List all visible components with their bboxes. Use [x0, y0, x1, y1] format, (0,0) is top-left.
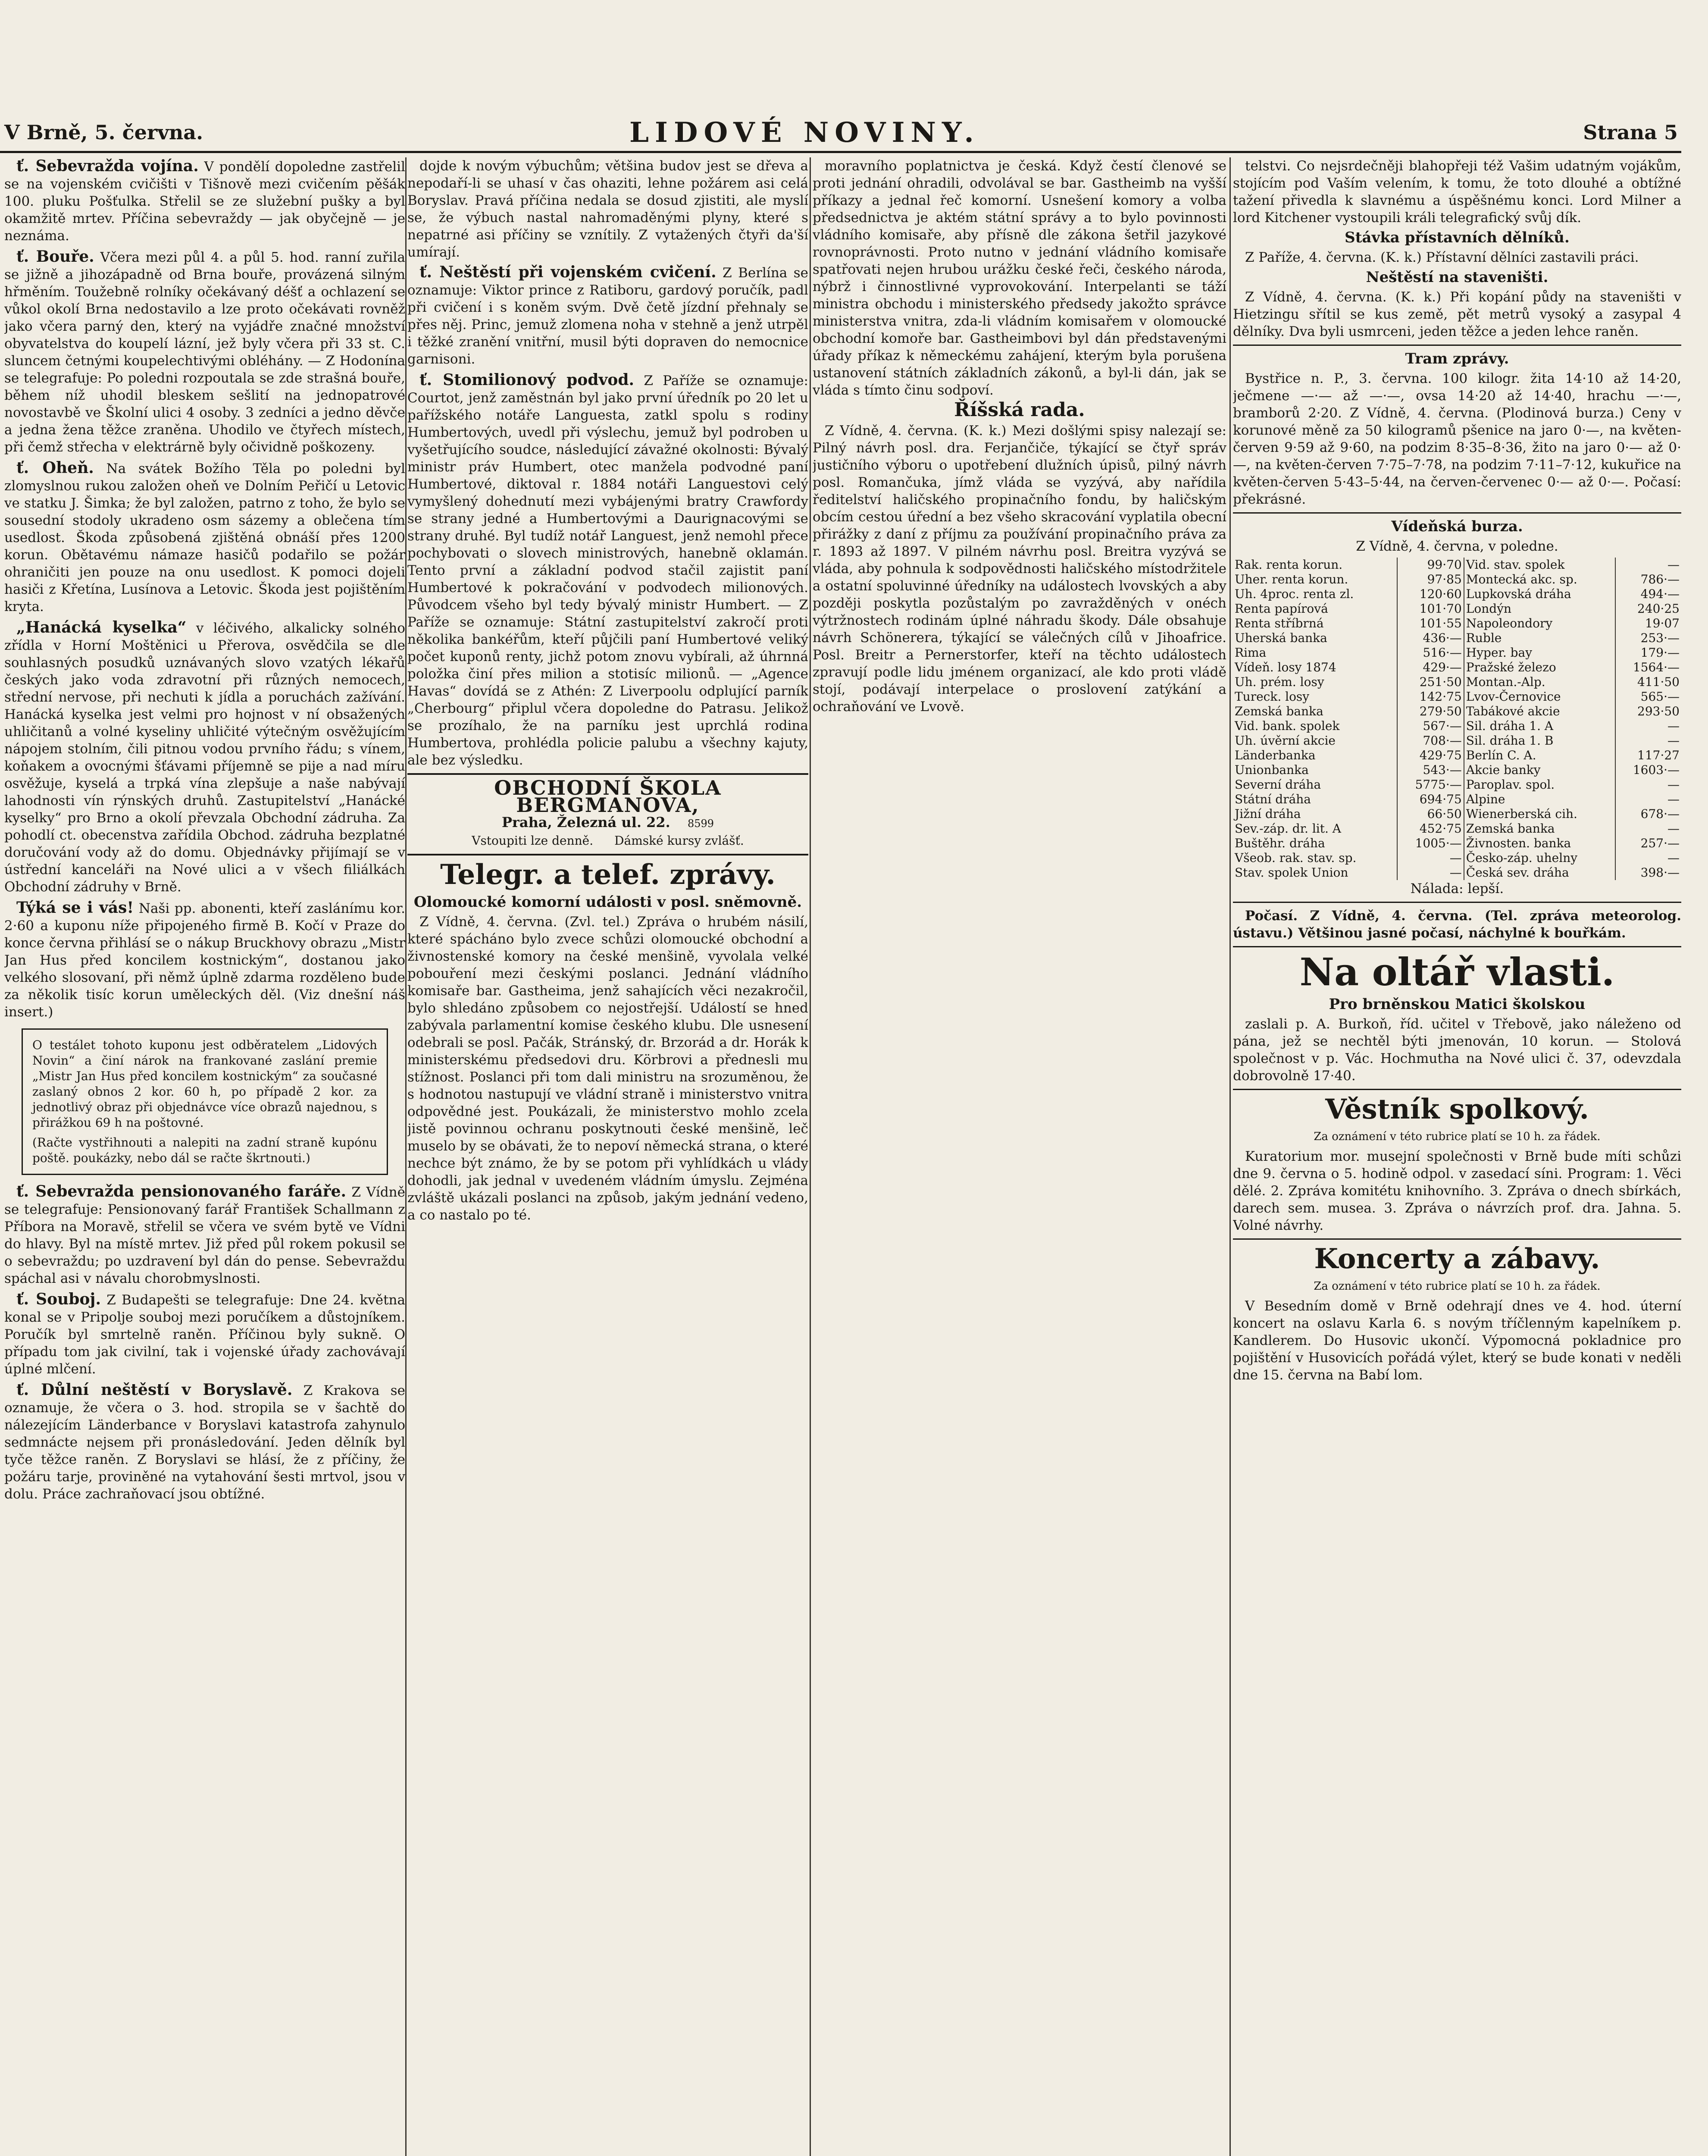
bourse-security: Státní dráha	[1233, 792, 1397, 807]
item-text: v léčivého, alkalicky solného zřídla v Horní Moštěnici u Přerova, osvědčila se dle souhlasných posudků uznávaných slovo vzatých lékařů českých jako voda zdravotní při různých nemocech, střední nervose, při nechuti k jídla a poruchách zažívání. Hanácká kyselka jest velmi pro hojnost v ní obsažených uhličitanů a volné kyseliny uhličité výtečným osvěžujícím nápojem stolním, čili pitnou vodou prvního řádu; s vínem, koňakem a ovocnými šťávami příjemně se pije a nad míru osvěžuje, kyselá a trpká vína zlepšuje a naše nabývají lahodnosti vín rýnských druhů. Zastupitelství „Hanácké kyselky“ pro Brno a okolí převzala Obchodní zádruha. Za pohodlí ct. obecenstva zařídila Obchod. zádruha bezplatné doručování vody až do domu. Objednávky přijímají se v ústřední kanceláři na Nové ulici a v všech filiálkách Obchodní zádruhy v Brně.	[4, 620, 405, 895]
bourse-security: Zemská banka	[1464, 821, 1615, 836]
bourse-price: 66·50	[1397, 807, 1464, 821]
item-title: ť. Důlní neštěstí v Boryslavě.	[16, 1381, 293, 1399]
bourse-price: —	[1667, 792, 1680, 806]
school-advertisement	[407, 773, 808, 856]
column-separator	[1229, 157, 1231, 2156]
bourse-price: 19·07	[1645, 616, 1680, 630]
bourse-security: Uh. 4proc. renta zl.	[1233, 587, 1397, 602]
bourse-security: Akcie banky	[1464, 763, 1615, 777]
bourse-price: 240·25	[1637, 602, 1680, 616]
bourse-security: Tabákové akcie	[1464, 704, 1615, 719]
bourse-price: 257·—	[1640, 836, 1680, 850]
bourse-price: 429·—	[1397, 660, 1464, 675]
divider	[1233, 345, 1681, 346]
item-title: ť. Bouře.	[16, 248, 94, 266]
bourse-security: Rak. renta korun.	[1233, 558, 1397, 572]
divider	[1233, 946, 1681, 947]
telegraph-text: Z Vídně, 4. června. (Zvl. tel.) Zpráva o hrubém násilí, které spácháno bylo zvece schůzi olomoucké obchodní a živnostenské komory na české menšině, vyvolala velké pobouření mezi českými poslanci. Jednání vládního komisaře bar. Gastheima, jenž sahajících věci nezakročil, bylo shledáno způsobem co nejostřejší. Událostí se hned zabývala parlamentní komise českého klubu. Dle usnesení odebrali se posl. Pačák, Stránský, dr. Brzorád a dr. Horák k ministerskému předsedovi dru. Körbrovi a přednesli mu stížnost. Poslanci při tom dali ministru na srozuměnou, že s hodnotou nastupují ve vládní straně i ministerstvo vnitra odpovědné jest. Poukázali, že ministerstvo mohlo zcela jistě povinnou ochranu poskytnouti české menšině, leč muselo by se obávati, že to nepoví německá strana, o které nechce být známo, že by se potom při vyhlídkách u vlády dohodli, jak jednal v uvedeném vládním úmyslu. Zejména zvláště ukázali poslanci na způsob, jakým jednání vedeno, a co nastalo po té.	[407, 914, 808, 1223]
item-text: Z Vídně se telegrafuje: Pensionovaný farář František Schallmann z Příbora na Moravě, střelil se včera ve svém bytě ve Vídni do hlavy. Byl na místě mrtev. Již před půl rokem pokusil se o sebevraždu; po uzdravení byl dán do pense. Sebevraždu spáchal asi v návalu chorobmyslnosti.	[4, 1185, 405, 1286]
item-title: ť. Neštěstí při vojenském cvičení.	[419, 263, 716, 281]
bourse-row	[1233, 851, 1681, 865]
bourse-row	[1233, 646, 1681, 660]
bourse-price: 117·27	[1637, 748, 1680, 762]
bourse-row	[1233, 675, 1681, 689]
news-item	[407, 371, 808, 769]
koncerty-subtitle: Za oznámení v této rubrice platí se 10 h. za řádek.	[1314, 1280, 1601, 1293]
divider	[1233, 1238, 1681, 1240]
column-1	[4, 157, 405, 2156]
bourse-row	[1233, 748, 1681, 763]
bourse-security: Uh. úvěrní akcie	[1233, 733, 1397, 748]
koncerty-text: V Besedním domě v Brně odehrají dnes ve 4. hod. úterní koncert na oslavu Karla 6. s novým tříčlenným kapelníkem p. Kandlerem. Do Husovic ukončí. Výpomocná pokladnice pro pojištění v Husovicích pořádá výlet, který se bude konati v neděli dne 15. června na Babí lom.	[1233, 1298, 1681, 1383]
bourse-security: Paroplav. spol.	[1464, 777, 1615, 792]
bourse-row	[1233, 865, 1681, 880]
ad-address: Praha, Železná ul. 22.	[501, 814, 670, 830]
bourse-security: Montan.-Alp.	[1464, 675, 1615, 689]
altar-title: Na oltář vlasti.	[1299, 950, 1615, 994]
bourse-price: 429·75	[1397, 748, 1464, 763]
altar-subtitle: Pro brněnskou Matici školskou	[1329, 996, 1586, 1013]
bourse-row	[1233, 836, 1681, 851]
bourse-security: Tureck. losy	[1233, 689, 1397, 704]
bourse-title: Vídeňská burza.	[1391, 518, 1523, 535]
ad-number: 8599	[687, 818, 714, 830]
bourse-security: Hyper. bay	[1464, 646, 1615, 660]
bourse-row	[1233, 602, 1681, 616]
bourse-price: 398·—	[1640, 865, 1680, 880]
coupon-box	[22, 1028, 388, 1175]
item-title: ť. Sebevražda vojína.	[16, 157, 199, 175]
bourse-price: 120·60	[1397, 587, 1464, 602]
bourse-price: —	[1397, 851, 1464, 865]
bourse-security: Všeob. rak. stav. sp.	[1233, 851, 1397, 865]
spolky-text: Kuratorium mor. musejní společnosti v Brně bude míti schůzi dne 9. června o 5. hodině odpol. v zasedací síni. Program: 1. Věci dělé. 2. Zpráva komitétu knihovního. 3. Zpráva o dnech sbírkách, darech sem. musea. 3. Zpráva o návrzích prof. dra. Jahna. 5. Volné návrhy.	[1233, 1149, 1681, 1233]
bourse-price: 694·75	[1397, 792, 1464, 807]
bourse-row	[1233, 763, 1681, 777]
bourse-price: 452·75	[1397, 821, 1464, 836]
news-item	[4, 619, 405, 896]
bourse-price: 494·—	[1640, 587, 1680, 601]
bourse-price: 253·—	[1640, 631, 1680, 645]
bourse-security: Alpine	[1464, 792, 1615, 807]
bourse-row	[1233, 689, 1681, 704]
item-text: Naši pp. abonenti, kteří zaslánímu kor. 2·60 a kuponu níže připojeného firmě B. Kočí v Praze do konce června přihlásí se o nákup Bruckhovy obrazu „Mistr Jan Hus před koncilem kostnickým“, dostanou jako velkého slosovaní, při němž úplně zdarma rozděleno bude za několik tisíc korun uměleckých děl. (Viz dnešní náš insert.)	[4, 901, 405, 1020]
coupon-note: (Račte vystřihnouti a nalepiti na zadní straně kupónu poště. poukázky, nebo dál se račte škrtnouti.)	[32, 1135, 377, 1165]
bourse-security: Živnosten. banka	[1464, 836, 1615, 851]
bourse-price: —	[1667, 821, 1680, 836]
bourse-security: Lupkovská dráha	[1464, 587, 1615, 602]
bourse-security: Renta stříbrná	[1233, 616, 1397, 631]
bourse-price: 97·85	[1397, 572, 1464, 587]
news-item	[4, 1381, 405, 1503]
bourse-table	[1233, 558, 1681, 880]
divider	[1233, 1089, 1681, 1090]
bourse-security: Zemská banka	[1233, 704, 1397, 719]
telegraph-subtitle: Olomoucké komorní události v posl. sněmovně.	[413, 893, 802, 911]
bourse-row	[1233, 807, 1681, 821]
continued-text: moravního poplatnictva je česká. Když čestí členové se proti jednání ohradili, odvolával se bar. Gastheimb na vyšší příkazy a jednal řeč komorní. Usnešení komory a volba předsednictva je aktém státní správy a to bylo povinnosti vládního komisaře, aby přísně dle zákona šetřil jazykové rovnoprávnosti. Proto nutno v jednání vládního komisaře spatřovati nejen hrubou urážku české řeči, českého národa, nýbrž i činnostlivné vyprovokování. Interpelanti se táží ministra obchodu i ministerského předsedy jakožto správce ministerstva vnitra, zda-li vládním komisařem v olomoucké obchodní komoře bar. Gastheimbovi byl dán představenými úřady příkaz k německému zahájení, kterým byla porušena ustanovení státních základních zákonů, a byl-li dán, jak se vláda s tímto činu sodpoví.	[813, 158, 1226, 398]
column-2	[407, 157, 808, 2156]
bourse-security: Renta papírová	[1233, 602, 1397, 616]
news-item	[407, 263, 808, 368]
bourse-security: Vid. bank. spolek	[1233, 719, 1397, 733]
item-text: V pondělí dopoledne zastřelil se na vojenském cvičišti v Tišnově mezi cvičením pěšák 100. pluku Pošťulka. Střelil se ze služební pušky a byl okamžitě mrtev. Příčina sebevraždy — jak obyčejně — je neznáma.	[4, 159, 405, 244]
masthead-title: LIDOVÉ NOVINY.	[629, 116, 980, 149]
spolky-subtitle: Za oznámení v této rubrice platí se 10 h. za řádek.	[1314, 1130, 1601, 1143]
bourse-security: Česká sev. dráha	[1464, 865, 1615, 880]
bourse-security: Uh. prém. losy	[1233, 675, 1397, 689]
bourse-row	[1233, 558, 1681, 572]
column-4	[1233, 157, 1681, 2156]
bourse-security: Buštěhr. dráha	[1233, 836, 1397, 851]
bourse-security: Česko-záp. uhelny	[1464, 851, 1615, 865]
bourse-price: 1564·—	[1633, 660, 1680, 674]
bourse-security: Jižní dráha	[1233, 807, 1397, 821]
page-number: Strana 5	[1583, 121, 1678, 144]
bourse-security: Vídeň. losy 1874	[1233, 660, 1397, 675]
ad-note-2: Dámské kursy zvlášť.	[614, 834, 744, 848]
news-item	[4, 248, 405, 456]
bourse-security: Sil. dráha 1. A	[1464, 719, 1615, 733]
bourse-note: Nálada: lepší.	[1410, 881, 1504, 896]
bourse-security: Uher. renta korun.	[1233, 572, 1397, 587]
bourse-date: Z Vídně, 4. června, v poledne.	[1356, 539, 1558, 554]
item-text: Z Paříže se oznamuje: Courtot, jenž zaměstnán byl jako první úředník po 20 let u pařížského notáře Languesta, zatkl spolu s rodiny Humbertových, uvedl při výslechu, jemuž byl podroben u vyšetřujícího soudce, následující závažné okolnosti: Bývalý ministr práv Humbert, otec manžela podvodné paní Humbertové, diktoval r. 1884 notáři Languestovi celý vymyšlený dohednutí mezi vybájenými bratry Crawfordy se strany jedné a Humbertovými a Daurignacovými se strany druhé. Byl tudíž notář Languest, jenž nemohl přece pochybovati o slovech ministrových, hanebně oklamán. Tento první a základní podvod stačil zajistit paní Humbertové k pokračování v podvodech milionových. Původcem všeho byl tedy bývalý ministr Humbert. — Z Paříže se oznamuje: Státní zastupitelství zakročí proti několika bankéřům, kteří půjčili paní Humbertové veliký počet kuponů renty, jichž potom znovu vybírali, až úhrnná položka činí přes milion a stotisíc milionů. — „Agence Havas“ dovídá se z Athén: Z Liverpoolu odplující parník „Cherbourg“ připlul včera dopoledne do Patrasu. Jelikož se prozíhalo, že na parníku jest uprchlá rodina Humbertova, prohlédla policie palubu a všechny kajuty, ale bez výsledku.	[407, 373, 808, 768]
section-title: Říšská rada.	[954, 399, 1085, 421]
item-title: ť. Sebevražda pensionovaného faráře.	[16, 1182, 347, 1200]
column-separator	[405, 157, 407, 2156]
item-title: ť. Stomilionový podvod.	[419, 371, 635, 389]
continued-text: dojde k novým výbuchům; většina budov jest se dřeva a nepodaří-li se uhasí v čas ohaziti, lehne požárem asi celá Boryslav. Pravá příčina nedala se dosud zjistiti, ale myslí se, že výbuch nastal nahromaděnými plyny, které s nepatrné asi příčiny se vznítily. Z vytažených čtyři da'ší umírají.	[407, 158, 808, 260]
header-rule	[0, 151, 1681, 153]
weather-report: Počasí. Z Vídně, 4. června. (Tel. zpráva meteorolog. ústavu.) Většinou jasné počasí, náchylné k bouřkám.	[1233, 908, 1681, 941]
altar-text: zaslali p. A. Burkoň, říd. učitel v Třebově, jako náleženo od pána, jež se nechtěl býti jmenován, 10 korun. — Stolová společnost v p. Vác. Hochmutha na Nové ulici č. 37, odevzdala dobrovolně 17·40.	[1233, 1016, 1681, 1084]
item-text: Z Paříže, 4. června. (K. k.) Přístavní dělníci zastavili práci.	[1245, 250, 1639, 265]
item-heading: Stávka přístavních dělníků.	[1345, 229, 1570, 246]
bourse-price: 1005·—	[1397, 836, 1464, 851]
item-text: Z Budapešti se telegrafuje: Dne 24. května konal se v Pripolje souboj mezi poručíkem a důstojníkem. Poručík byl smrtelně raněn. Příčinou byly sukně. O případu tom jak civilní, tak i vojenské úřady zachovávají úplné mlčení.	[4, 1292, 405, 1377]
bourse-price: 293·50	[1637, 704, 1680, 718]
news-item	[4, 459, 405, 615]
bourse-price: —	[1667, 851, 1680, 865]
koncerty-title: Koncerty a zábavy.	[1314, 1243, 1600, 1275]
bourse-price: —	[1667, 719, 1680, 733]
item-title: ť. Souboj.	[16, 1290, 101, 1308]
news-item	[4, 1183, 405, 1287]
item-title: „Hanácká kyselka“	[16, 618, 187, 636]
bourse-price: —	[1667, 777, 1680, 792]
divider	[1233, 512, 1681, 514]
bourse-security: Sil. dráha 1. B	[1464, 733, 1615, 748]
bourse-price: —	[1667, 733, 1680, 748]
bourse-security: Berlín C. A.	[1464, 748, 1615, 763]
news-item	[4, 1291, 405, 1378]
bourse-price: 543·—	[1397, 763, 1464, 777]
item-title: ť. Oheň.	[16, 459, 94, 477]
divider	[1233, 902, 1681, 903]
bourse-row	[1233, 821, 1681, 836]
bourse-price: 279·50	[1397, 704, 1464, 719]
bourse-price: 565·—	[1640, 689, 1680, 704]
item-text: Z Krakova se oznamuje, že včera o 3. hod. stropila se v šachtě do nálezejícím Länderbance v Boryslavi katastrofa zahynulo sedmnácte nejsem při pronásledování. Jeden dělník byl tyče těžce raněn. Z Boryslavi se hlásí, že z příčiny, že požáru tarje, proviněné na vytahování šesti mrtvol, jsou v dolu. Práce zachraňovací jsou obtížné.	[4, 1383, 405, 1502]
bourse-security: Ruble	[1464, 631, 1615, 646]
bourse-price: 567·—	[1397, 719, 1464, 733]
spolky-title: Věstník spolkový.	[1325, 1093, 1589, 1125]
header-date: V Brně, 5. června.	[4, 121, 203, 144]
bourse-price: 101·70	[1397, 602, 1464, 616]
bourse-row	[1233, 792, 1681, 807]
trade-title: Tram zprávy.	[1405, 350, 1509, 367]
bourse-price: 1603·—	[1633, 763, 1680, 777]
bourse-security: Stav. spolek Union	[1233, 865, 1397, 880]
bourse-security: Napoleondory	[1464, 616, 1615, 631]
item-heading: Neštěstí na staveništi.	[1366, 269, 1548, 286]
bourse-row	[1233, 733, 1681, 748]
continued-text: telstvi. Co nejsrdečněji blahopřeji též Vašim udatným vojákům, stojícím pod Vaším velením, k tomu, že toto dlouhé a obtížné tažení přivedla k slavnému a úspěšnému konci. Lord Milner a lord Kitchener vystoupili králi telegrafický svůj dík.	[1233, 158, 1681, 226]
news-item	[4, 157, 405, 244]
bourse-security: Pražské železo	[1464, 660, 1615, 675]
item-text: Z Berlína se oznamuje: Viktor prince z Ratiboru, gardový poručík, padl při cvičení i s koněm svým. Dvě četě jízdní přehnaly se přes něj. Princ, jemuž zlomena noha v stehně a jenž utrpěl i těžké zranění vnitřní, musil býti dopraven do nemocnice garnisoni.	[407, 265, 808, 367]
bourse-price: —	[1397, 865, 1464, 880]
bourse-row	[1233, 704, 1681, 719]
trade-text: Bystřice n. P., 3. června. 100 kilogr. žita 14·10 až 14·20, ječmene —·— až —·—, ovsa 14·20 až 14·40, hrachu —·—, bramborů 2·20. Z Vídně, 4. června. (Plodinová burza.) Ceny v korunové měně za 50 kilogramů pšenice na jaro 0·—, na květen-červen 9·59 až 9·60, na podzim 8·35–8·36, žito na jaro 0·— až 0·—, na květen-červen 7·75–7·78, na podzim 7·11–7·12, kukuřice na květen-červen 5·43–5·44, na červen-červenec 0·— až 0·—. Počasí: překrásné.	[1233, 371, 1681, 507]
bourse-security: Lvov-Černovice	[1464, 689, 1615, 704]
bourse-row	[1233, 631, 1681, 646]
bourse-price: 516·—	[1397, 646, 1464, 660]
bourse-price: 101·55	[1397, 616, 1464, 631]
column-3	[813, 157, 1226, 2156]
bourse-price: 708·—	[1397, 733, 1464, 748]
bourse-price: 678·—	[1640, 807, 1680, 821]
bourse-row	[1233, 660, 1681, 675]
bourse-security: Vid. stav. spolek	[1464, 558, 1615, 572]
bourse-security: Sev.-záp. dr. lit. A	[1233, 821, 1397, 836]
coupon-text: O testálet tohoto kuponu jest odběratelem „Lidových Novin“ a činí nárok na frankované zaslání premie „Mistr Jan Hus před koncilem kostnickým“ za současné zaslaný obnos 2 kor. 60 h, po případě 2 kor. za jednotlivý obraz při objednávce více obrazů najednou, s přirážkou 69 h na poštovné.	[32, 1038, 377, 1130]
bourse-security: Severní dráha	[1233, 777, 1397, 792]
bourse-security: Rima	[1233, 646, 1397, 660]
bourse-price: 142·75	[1397, 689, 1464, 704]
bourse-price: —	[1667, 558, 1680, 572]
bourse-security: Unionbanka	[1233, 763, 1397, 777]
news-item	[4, 899, 405, 1021]
item-text: Na svátek Božího Těla po poledni byl zlomyslnou rukou založen oheň ve Dolním Peřičí u Letovic ve statku J. Šimka; že byl založen, patrno z toho, že bylo se sousední stodoly ukradeno osm sázemy a oblečena tím usedlost. Škoda způsobená zjištěná obnáší přes 1200 korun. Obětavému námaze hasičů podařilo se požár ohraničiti jen pouze na onu usedlost. K pomoci dojeli hasiči z Křetína, Lusínova a Letovic. Škoda jest pojištěním kryta.	[4, 461, 405, 614]
bourse-row	[1233, 572, 1681, 587]
column-separator	[810, 157, 811, 2156]
bourse-security: Wienerberská cih.	[1464, 807, 1615, 821]
bourse-row	[1233, 777, 1681, 792]
bourse-security: Uherská banka	[1233, 631, 1397, 646]
bourse-security: Montecká akc. sp.	[1464, 572, 1615, 587]
page-header	[0, 99, 1708, 151]
bourse-price: 436·—	[1397, 631, 1464, 646]
item-title: Týká se i vás!	[16, 899, 134, 917]
ad-note-1: Vstoupiti lze denně.	[472, 834, 594, 848]
bourse-row	[1233, 587, 1681, 602]
item-text: Z Vídně, 4. června. (K. k.) Při kopání půdy na staveništi v Hietzingu sřítil se kus země, pět metrů vysoký a zasypal 4 dělníky. Dva byli usmrceni, jeden těžce a jeden lehce raněn.	[1233, 289, 1681, 339]
section-text: Z Vídně, 4. června. (K. k.) Mezi došlými spisy nalezají se: Pilný návrh posl. dra. Ferjančiče, týkající se čtyř správ justičního výboru o upotřebení dlužních úpisů, pilný návrh posl. Romančuka, jímž vláda se vyzývá, aby nařídila ředitelství haličského propinačního fondu, by haličským obcím cestou úřední a bez všeho skracování vyplatila obecní přirážky z daní z příjmu za používání propinačního práva za r. 1893 až 1897. V pilném návrhu posl. Breitra vyzývá se vláda, aby pohnula k sodpovědnosti haličského místodržitele a ostatní spoluvinné úředníky na událostech lvovských a aby později poskytla pozůstalým po zavražděných v onéch výtržnostech rodinám úplné náhradu škody. Dále obsahuje návrh Schönerera, týkající se válečných cílů v Jihoafrice. Posl. Breitr a Pernerstorfer, kteří na těchto událostech zpravují podle lidu jménem organizací, ale kdo proti vládě stojí, podávají interpelace o proslovení zatýkání a ochraňování ve Lvově.	[813, 423, 1226, 714]
bourse-price: 5775·—	[1397, 777, 1464, 792]
bourse-price: 179·—	[1640, 646, 1680, 660]
bourse-row	[1233, 616, 1681, 631]
bourse-price: 251·50	[1397, 675, 1464, 689]
bourse-price: 99·70	[1397, 558, 1464, 572]
bourse-price: 786·—	[1640, 572, 1680, 586]
telegraph-section-title: Telegr. a telef. zprávy.	[440, 859, 776, 891]
bourse-row	[1233, 719, 1681, 733]
bourse-security: Londýn	[1464, 602, 1615, 616]
item-text: Včera mezi půl 4. a půl 5. hod. ranní zuřila se jižně a jihozápadně od Brna bouře, provázená silným hřměním. Toužebně rolníky očekávaný déšť a ochlazení se vůkol okolí Brna nedostavilo a lze proto očekávati rovněž jako včera parný den, který na vyjádře značné množství obyvatelstva do koupelí lázní, jež byly včera při 33 st. C. sluncem četnými koupelechtivými obléhány. — Z Hodonína se telegrafuje: Po poledni rozpoutala se zde strašná bouře, během níž uhodil bleskem sešlití na jednopatrové novostavbě ve Školní ulici 4 osoby. 3 zedníci a jedno děvče a jedna žena těžce zraněna. Uhodilo ve čtyřech místech, při čemž střecha v elektrárně byly očividně poškozeny.	[4, 250, 405, 455]
ad-name: OBCHODNÍ ŠKOLA BERGMANOVA,	[494, 776, 722, 817]
bourse-security: Länderbanka	[1233, 748, 1397, 763]
bourse-price: 411·50	[1637, 675, 1680, 689]
